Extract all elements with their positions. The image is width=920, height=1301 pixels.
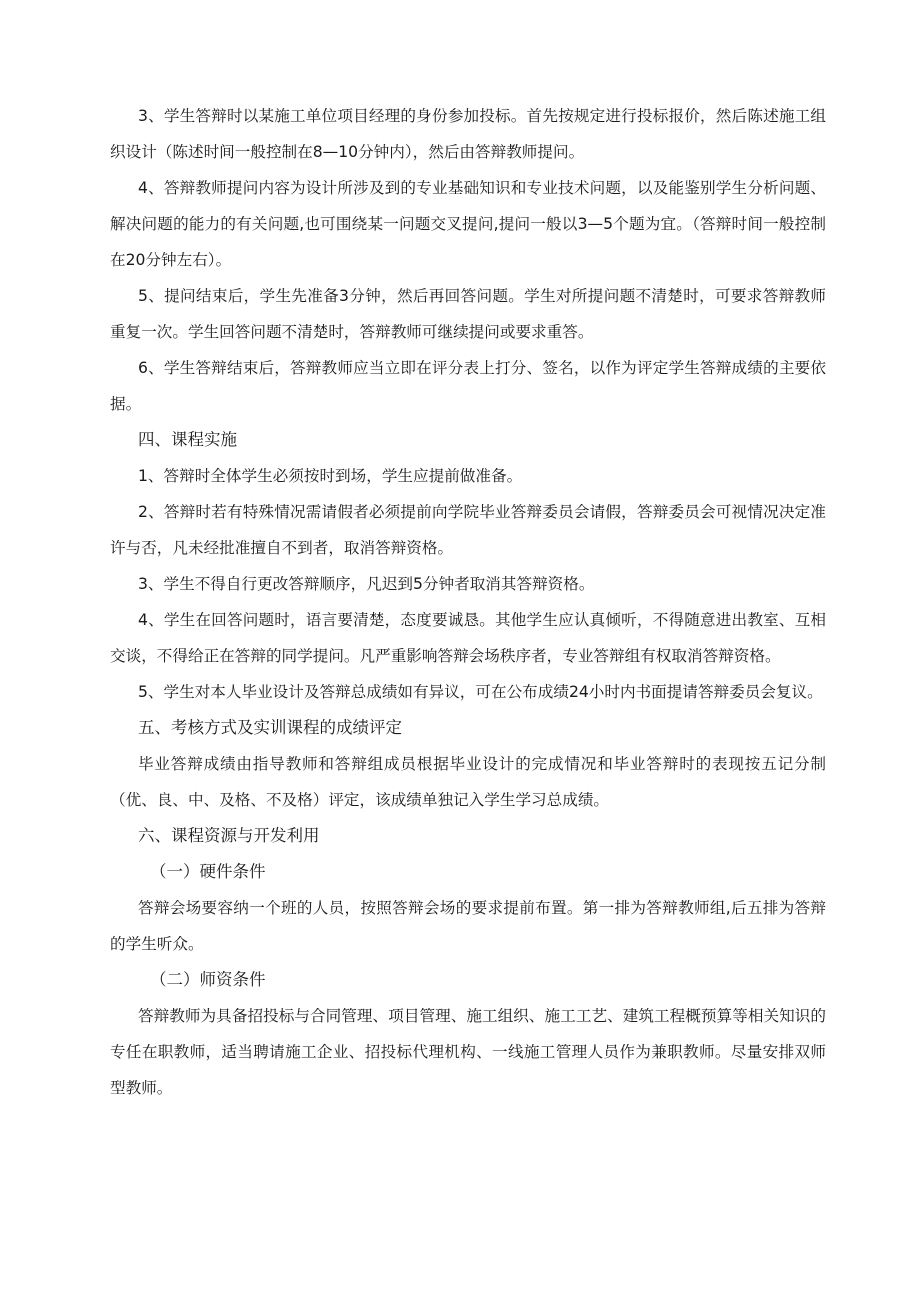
- para-order-lateness: 3、学生不得自行更改答辩顺序，凡迟到5分钟者取消其答辩资格。: [138, 575, 595, 593]
- para-defense-as-project-manager: 3、学生答辩时以某施工单位项目经理的身份参加投标。首先按规定进行投标报价，然后陈述施工组织设计（陈述时间一般控制在8—10分钟内），然后由答辩教师提问。: [110, 107, 826, 161]
- para-faculty-requirements: 答辩教师为具备招投标与合同管理、项目管理、施工组织、施工工艺、建筑工程概预算等相关知识的专任在职教师，适当聘请施工企业、招投标代理机构、一线施工管理人员作为兼职教师。尽量安排双师型教师。: [110, 1007, 826, 1097]
- heading-resources: 六、课程资源与开发利用: [138, 826, 320, 845]
- para-answer-preparation: 5、提问结束后，学生先准备3分钟，然后再回答问题。学生对所提问题不清楚时，可要求答辩教师重复一次。学生回答问题不清楚时，答辩教师可继续提问或要求重答。: [110, 287, 826, 341]
- para-appeal: 5、学生对本人毕业设计及答辩总成绩如有异议，可在公布成绩24小时内书面提请答辩委员会复议。: [138, 683, 823, 701]
- para-conduct: 4、学生在回答问题时，语言要清楚，态度要诚恳。其他学生应认真倾听，不得随意进出教室、互相交谈，不得给正在答辩的同学提问。凡严重影响答辩会场秩序者，专业答辩组有权取消答辩资格。: [110, 611, 826, 665]
- para-scoring-after-defense: 6、学生答辩结束后，答辩教师应当立即在评分表上打分、签名，以作为评定学生答辩成绩的主要依据。: [110, 359, 826, 413]
- para-leave-request: 2、答辩时若有特殊情况需请假者必须提前向学院毕业答辩委员会请假，答辩委员会可视情况决定准许与否，凡未经批准擅自不到者，取消答辩资格。: [110, 503, 826, 557]
- para-arrive-on-time: 1、答辩时全体学生必须按时到场，学生应提前做准备。: [138, 467, 523, 485]
- heading-course-implementation: 四、课程实施: [138, 430, 237, 449]
- para-question-content: 4、答辩教师提问内容为设计所涉及到的专业基础知识和专业技术问题，以及能鉴别学生分析问题、解决问题的能力的有关问题,也可围绕某一问题交叉提问,提问一般以3—5个题为宜。（答辩时间一般控制在20分钟左右）。: [110, 179, 826, 269]
- subheading-faculty: （二）师资条件: [150, 970, 266, 989]
- subheading-hardware: （一）硬件条件: [150, 862, 266, 881]
- para-grading-scheme: 毕业答辩成绩由指导教师和答辩组成员根据毕业设计的完成情况和毕业答辩时的表现按五记分制（优、良、中、及格、不及格）评定，该成绩单独记入学生学习总成绩。: [110, 755, 826, 809]
- para-venue: 答辩会场要容纳一个班的人员，按照答辩会场的要求提前布置。第一排为答辩教师组,后五排为答辩的学生听众。: [110, 899, 826, 953]
- document-page: [110, 98, 826, 1106]
- heading-assessment: 五、考核方式及实训课程的成绩评定: [138, 718, 402, 737]
